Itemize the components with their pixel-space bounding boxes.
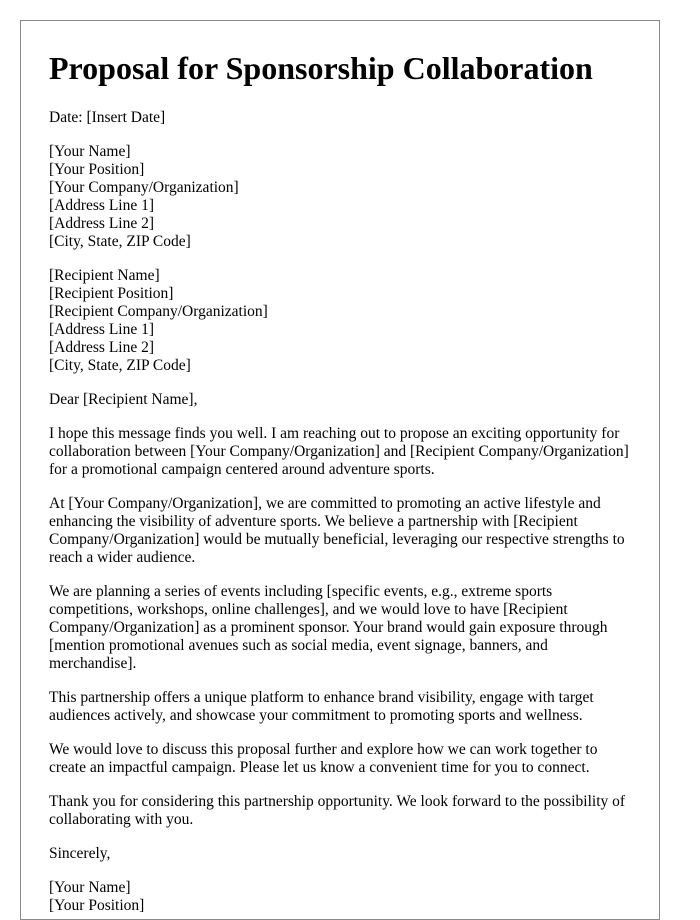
recipient-address-block [49, 267, 631, 375]
body-paragraph: Thank you for considering this partnership opportunity. We look forward to the possibility of collaborating with you. [49, 793, 626, 828]
closing: Sincerely, [49, 845, 111, 862]
signature-block [49, 879, 631, 915]
recipient-line: [Address Line 2] [49, 339, 155, 356]
letter-title: Proposal for Sponsorship Collaboration [49, 50, 593, 86]
sender-line: [Your Position] [49, 161, 145, 178]
body-paragraph: I hope this message finds you well. I am reaching out to propose an exciting opportunity for collaboration between [Your Company/Organization] and [Recipient Company/Organization] for a promotional campaign centered around adventure sports. [49, 425, 629, 478]
salutation: Dear [Recipient Name], [49, 391, 198, 408]
body-paragraph: We are planning a series of events including [specific events, e.g., extreme sports competitions, workshops, online challenges], and we would love to have [Recipient Company/Organization] as a prominent sponsor. Your brand would gain exposure through [mention promotional avenues such as social media, event signage, banners, and merchandise]. [49, 583, 608, 672]
recipient-line: [Recipient Name] [49, 267, 160, 284]
sender-line: [City, State, ZIP Code] [49, 233, 191, 250]
sender-line: [Address Line 2] [49, 215, 155, 232]
signature-line: [Your Name] [49, 879, 131, 896]
body-paragraph: At [Your Company/Organization], we are committed to promoting an active lifestyle and enhancing the visibility of adventure sports. We believe a partnership with [Recipient Company/Organization] would be mutually beneficial, leveraging our respective strengths to reach a wider audience. [49, 495, 625, 566]
recipient-line: [Recipient Company/Organization] [49, 303, 268, 320]
body-paragraph: This partnership offers a unique platform to enhance brand visibility, engage with target audiences actively, and showcase your commitment to promoting sports and wellness. [49, 689, 594, 724]
sender-line: [Address Line 1] [49, 197, 155, 214]
sender-address-block [49, 143, 631, 251]
date-line: Date: [Insert Date] [49, 109, 166, 126]
recipient-line: [City, State, ZIP Code] [49, 357, 191, 374]
sender-line: [Your Company/Organization] [49, 179, 239, 196]
letter-document [20, 20, 660, 920]
body-paragraph: We would love to discuss this proposal further and explore how we can work together to create an impactful campaign. Please let us know a convenient time for you to connect. [49, 741, 598, 776]
signature-line: [Your Position] [49, 897, 145, 914]
recipient-line: [Address Line 1] [49, 321, 155, 338]
sender-line: [Your Name] [49, 143, 131, 160]
recipient-line: [Recipient Position] [49, 285, 174, 302]
